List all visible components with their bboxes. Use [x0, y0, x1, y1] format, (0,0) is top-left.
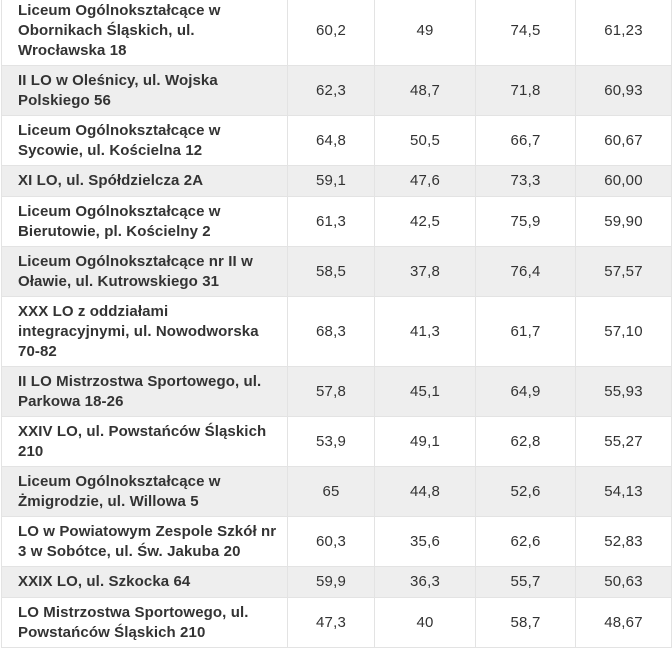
score-cell-2: 48,7	[375, 66, 476, 116]
table-row	[2, 517, 672, 567]
score-cell-3: 58,7	[476, 598, 576, 648]
score-cell-1: 58,5	[288, 247, 375, 297]
table-row	[2, 598, 672, 648]
score-cell-3: 75,9	[476, 197, 576, 247]
score-cell-1: 62,3	[288, 66, 375, 116]
average-cell: 50,63	[576, 567, 672, 598]
score-cell-3: 52,6	[476, 467, 576, 517]
table-row	[2, 467, 672, 517]
score-cell-3: 73,3	[476, 166, 576, 197]
score-cell-2: 45,1	[375, 367, 476, 417]
score-cell-3: 61,7	[476, 297, 576, 367]
school-name-cell: XI LO, ul. Spółdzielcza 2A	[2, 166, 288, 197]
average-cell: 57,10	[576, 297, 672, 367]
school-name-cell: Liceum Ogólnokształcące w Sycowie, ul. Kościelna 12	[2, 116, 288, 166]
average-cell: 60,67	[576, 116, 672, 166]
score-cell-1: 64,8	[288, 116, 375, 166]
school-name-cell: LO Mistrzostwa Sportowego, ul. Powstańców Śląskich 210	[2, 598, 288, 648]
score-cell-2: 37,8	[375, 247, 476, 297]
average-cell: 48,67	[576, 598, 672, 648]
table-row	[2, 297, 672, 367]
score-cell-3: 74,5	[476, 0, 576, 66]
table-row	[2, 197, 672, 247]
school-name-cell: XXIX LO, ul. Szkocka 64	[2, 567, 288, 598]
score-cell-2: 35,6	[375, 517, 476, 567]
score-cell-2: 42,5	[375, 197, 476, 247]
score-cell-1: 59,9	[288, 567, 375, 598]
average-cell: 54,13	[576, 467, 672, 517]
score-cell-3: 71,8	[476, 66, 576, 116]
average-cell: 57,57	[576, 247, 672, 297]
school-name-cell: XXX LO z oddziałami integracyjnymi, ul. Nowodworska 70-82	[2, 297, 288, 367]
score-cell-1: 60,3	[288, 517, 375, 567]
score-cell-2: 50,5	[375, 116, 476, 166]
table-row	[2, 66, 672, 116]
school-name-cell: II LO w Oleśnicy, ul. Wojska Polskiego 56	[2, 66, 288, 116]
school-ranking-table	[1, 0, 672, 648]
score-cell-1: 47,3	[288, 598, 375, 648]
average-cell: 55,27	[576, 417, 672, 467]
school-name-cell: Liceum Ogólnokształcące w Obornikach Śląskich, ul. Wrocławska 18	[2, 0, 288, 66]
score-cell-2: 36,3	[375, 567, 476, 598]
average-cell: 60,93	[576, 66, 672, 116]
school-name-cell: LO w Powiatowym Zespole Szkół nr 3 w Sobótce, ul. Św. Jakuba 20	[2, 517, 288, 567]
score-cell-3: 62,8	[476, 417, 576, 467]
table-row	[2, 417, 672, 467]
table-row	[2, 247, 672, 297]
school-name-cell: XXIV LO, ul. Powstańców Śląskich 210	[2, 417, 288, 467]
table-row	[2, 166, 672, 197]
school-name-cell: Liceum Ogólnokształcące w Bierutowie, pl. Kościelny 2	[2, 197, 288, 247]
score-cell-1: 65	[288, 467, 375, 517]
score-cell-2: 49	[375, 0, 476, 66]
table-row	[2, 567, 672, 598]
table-row	[2, 367, 672, 417]
score-cell-3: 76,4	[476, 247, 576, 297]
school-name-cell: II LO Mistrzostwa Sportowego, ul. Parkowa 18-26	[2, 367, 288, 417]
score-cell-2: 40	[375, 598, 476, 648]
score-cell-3: 64,9	[476, 367, 576, 417]
score-cell-2: 49,1	[375, 417, 476, 467]
score-cell-1: 59,1	[288, 166, 375, 197]
score-cell-2: 41,3	[375, 297, 476, 367]
score-cell-2: 44,8	[375, 467, 476, 517]
score-cell-3: 66,7	[476, 116, 576, 166]
average-cell: 60,00	[576, 166, 672, 197]
score-cell-1: 57,8	[288, 367, 375, 417]
school-name-cell: Liceum Ogólnokształcące w Żmigrodzie, ul. Willowa 5	[2, 467, 288, 517]
score-cell-1: 53,9	[288, 417, 375, 467]
table-row	[2, 0, 672, 66]
school-name-cell: Liceum Ogólnokształcące nr II w Oławie, ul. Kutrowskiego 31	[2, 247, 288, 297]
table-row	[2, 116, 672, 166]
score-cell-2: 47,6	[375, 166, 476, 197]
score-cell-3: 62,6	[476, 517, 576, 567]
score-cell-1: 61,3	[288, 197, 375, 247]
average-cell: 52,83	[576, 517, 672, 567]
average-cell: 55,93	[576, 367, 672, 417]
score-cell-1: 60,2	[288, 0, 375, 66]
score-cell-3: 55,7	[476, 567, 576, 598]
average-cell: 59,90	[576, 197, 672, 247]
score-cell-1: 68,3	[288, 297, 375, 367]
average-cell: 61,23	[576, 0, 672, 66]
